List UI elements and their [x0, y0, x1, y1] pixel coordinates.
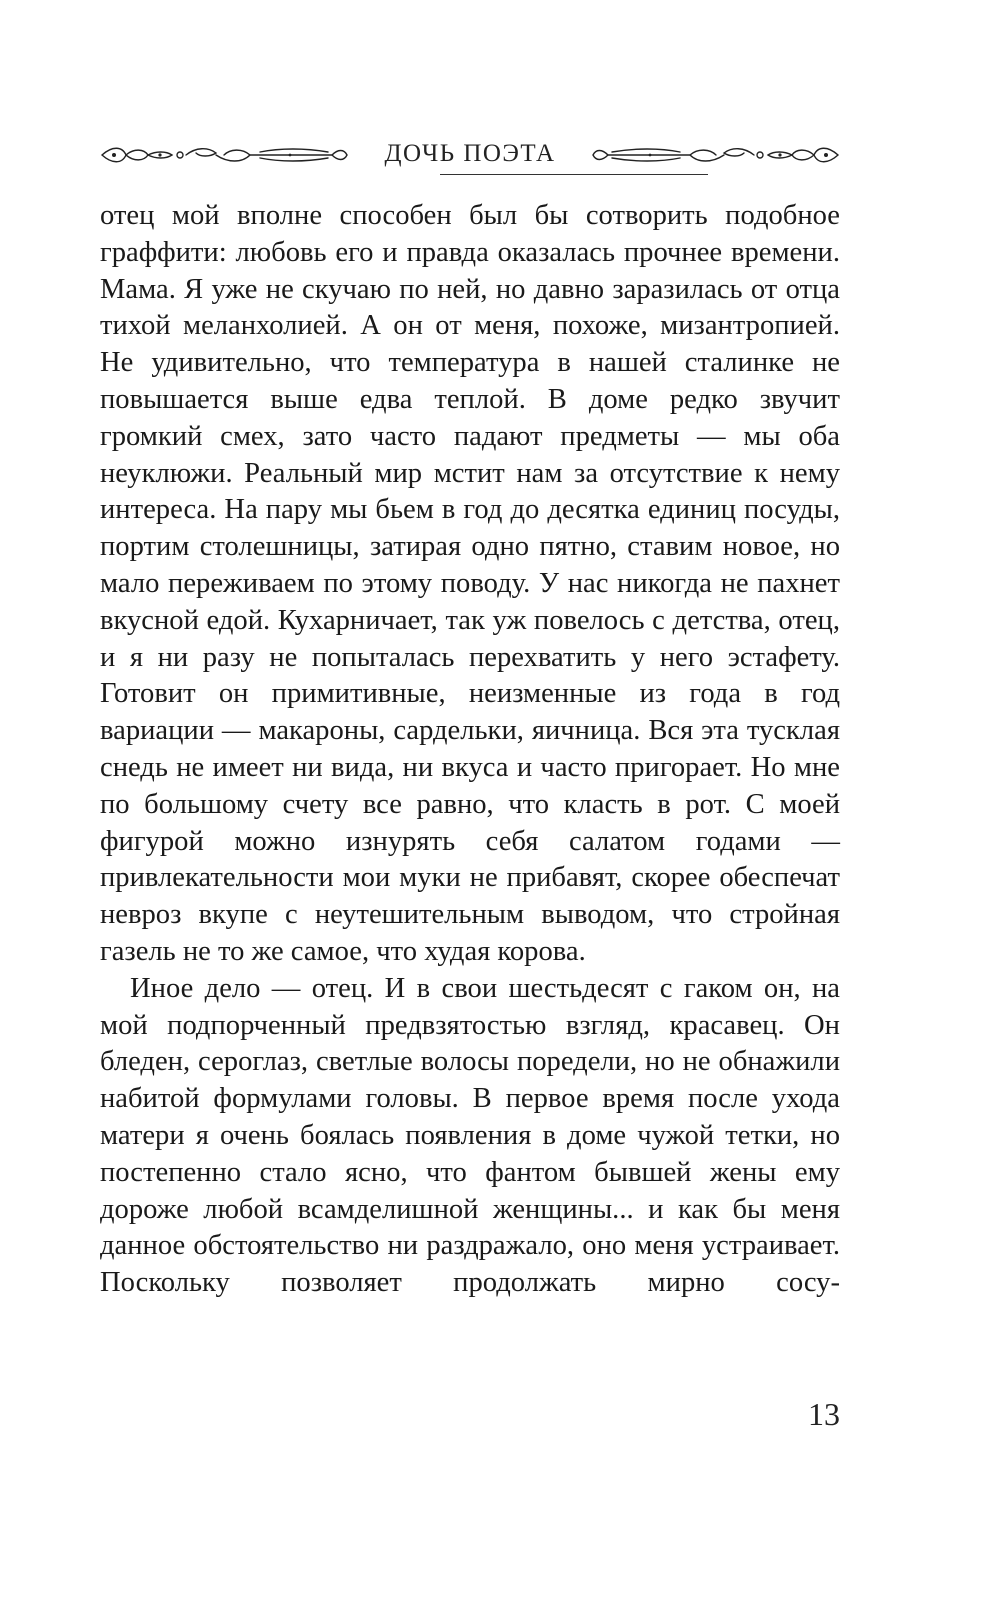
running-header — [100, 136, 840, 176]
left-ornament-icon — [100, 140, 350, 170]
paragraph-1: отец мой вполне способен был бы сотворить подобное граффити: любовь его и правда оказалась прочнее времени. Мама. Я уже не скучаю по ней, но давно заразилась от отца тихой меланхолией. А он от меня, похоже, мизантропией. Не удивительно, что температура в нашей сталинке не повышается выше едва теплой. В доме редко звучит громкий смех, зато часто падают предметы — мы оба неуклюжи. Реальный мир мстит нам за отсутствие к нему интереса. На пару мы бьем в год до десятка единиц посуды, портим столешницы, затирая одно пятно, ставим новое, но мало переживаем по этому поводу. У нас никогда не пахнет вкусной едой. Кухарничает, так уж повелось с детства, отец, и я ни разу не попыталась перехватить у него эстафету. Готовит он примитивные, неизменные из года в год вариации — макароны, сардельки, яичница. Вся эта тусклая снедь не имеет ни вида, ни вкуса и часто пригорает. Но мне по большому счету все равно, что класть в рот. С моей фигурой можно изнурять себя салатом годами — привлекательности мои муки не прибавят, скорее обеспечат невроз вкупе с неутешительным выводом, что стройная газель не то же самое, что худая корова. — [100, 200, 840, 967]
right-ornament-icon — [590, 140, 840, 170]
title-underline — [440, 174, 708, 175]
running-title: ДОЧЬ ПОЭТА — [384, 140, 556, 167]
paragraph-2: Иное дело — отец. И в свои шестьдесят с гаком он, на мой подпорченный предвзятостью взгляд, красавец. Он бледен, сероглаз, светлые волосы поредели, но не обнажили набитой формулами головы. В первое время после ухода матери я очень боялась появления в доме чужой тетки, но постепенно стало ясно, что фантом бывшей жены ему дороже любой всамделишной женщины... и как бы меня данное обстоятельство ни раздражало, оно меня устраивает. Поскольку позволяет продолжать мирно сосу- — [100, 972, 840, 1299]
body-text — [100, 198, 840, 1302]
page-number: 13 — [808, 1396, 840, 1432]
